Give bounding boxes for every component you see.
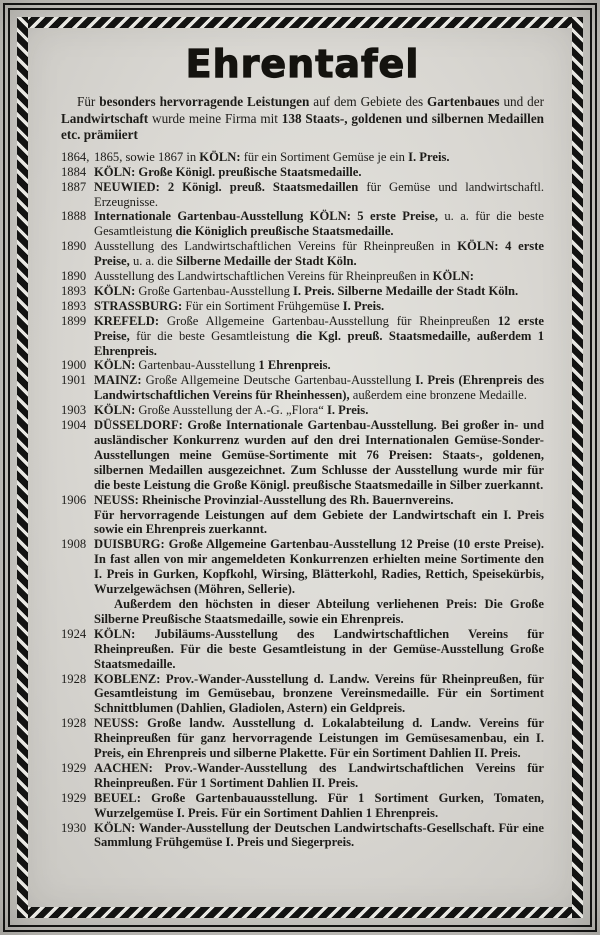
text-segment: Gartenbau-Ausstellung — [135, 358, 259, 373]
award-year: 1928 — [61, 716, 87, 731]
text-segment: Gartenbaues — [427, 94, 500, 109]
award-text — [61, 180, 544, 210]
text-segment: Ausstellung des Landwirtschaftlichen Vereins für Rheinpreußen in — [94, 239, 458, 254]
chain-border-right — [572, 17, 583, 918]
text-segment: KÖLN: — [94, 403, 136, 418]
text-segment: 138 Staats-, goldenen und silbernen Medaillen etc. prämiiert — [61, 110, 544, 143]
text-segment: KÖLN: — [199, 149, 241, 164]
award-entry — [61, 299, 544, 314]
text-segment: AACHEN: Prov.-Wander-Ausstellung des Landwirtschaftlichen Vereins für Rheinpreußen. Für 1 Sortiment Dahlien II. Preis. — [94, 760, 544, 790]
award-text — [61, 209, 544, 239]
award-entry — [61, 269, 544, 284]
award-text — [61, 418, 544, 493]
text-segment: BEUEL: Große Gartenbauausstellung. Für 1 Sortiment Gurken, Tomaten, Wurzelgemüse I. Preis. Für ein Sortiment Dahlien 1 Ehrenpreis. — [94, 790, 544, 820]
award-entry — [61, 716, 544, 761]
award-entry — [61, 493, 544, 538]
text-segment: KÖLN: Jubiläums-Ausstellung des Landwirtschaftlichen Vereins für Rheinpreußen. Für die beste Gesamtleistung in der Gemüse-Ausstellung Große Staatsmedaille. — [94, 626, 544, 671]
text-segment: KÖLN: Große Königl. preußische Staatsmedaille. — [94, 164, 362, 179]
award-year: 1930 — [61, 820, 87, 835]
award-text — [61, 358, 544, 373]
award-entry — [61, 373, 544, 403]
award-year: 1904 — [61, 418, 87, 433]
award-text — [61, 239, 544, 269]
award-text — [61, 537, 544, 597]
text-segment: KÖLN: — [94, 358, 136, 373]
text-segment: 12 erste Preise, — [94, 313, 544, 343]
award-entry — [61, 418, 544, 493]
award-entry — [61, 209, 544, 239]
award-entry — [61, 627, 544, 672]
award-year: 1864, — [61, 149, 90, 164]
chain-border-top — [17, 17, 583, 28]
award-year: 1890 — [61, 269, 87, 284]
chain-border-left — [17, 17, 28, 918]
award-text — [61, 314, 544, 359]
award-entry — [61, 358, 544, 373]
text-segment: für Gemüse und landwirtschaftl. Erzeugnisse. — [94, 179, 544, 209]
award-entry — [61, 403, 544, 418]
text-segment: besonders hervorragende Leistungen — [99, 94, 310, 109]
text-segment: u. a. die — [129, 254, 176, 269]
text-segment: für ein Sortiment Gemüse je ein — [240, 149, 409, 164]
award-year: 1929 — [61, 760, 87, 775]
text-segment: Große Ausstellung der A.-G. „Flora“ — [135, 403, 327, 418]
text-segment: NEUSS: Rheinische Provinzial-Ausstellung des Rh. Bauernvereins. — [94, 492, 454, 507]
page-title: Ehrentafel — [185, 42, 420, 86]
award-text — [61, 299, 544, 314]
award-entry — [61, 165, 544, 180]
award-text — [61, 761, 544, 791]
text-segment: DÜSSELDORF: Große Internationale Gartenbau-Ausstellung. Bei großer in- und ausländischer Konkurrenz wurden auf den drei Internationalen Gemüse-Sonder-Ausstellungen meine Gemüse-Sortimente mit 76 Preisen: Staats-, goldenen, silbernen Medaillen ausgezeichnet. Zum Schlusse der Ausstellung wurde mir für die beste Leistung die Große Königl. preußische Staatsmedaille in Silber zuerkannt. — [94, 418, 544, 492]
award-text — [61, 627, 544, 672]
award-year: 1928 — [61, 671, 87, 686]
text-segment: NEUSS: Große landw. Ausstellung d. Lokalabteilung d. Landw. Vereins für Rheinpreußen für ganz hervorragende Leistungen im Gemüsesamenbau, ein I. Preis, ein Ehrenpreis und silberne Plakette. Für ein Sortiment Dahlien II. Preis. — [94, 716, 544, 761]
text-segment: KOBLENZ: Prov.-Wander-Ausstellung d. Landw. Vereins für Rheinpreußen, für Gesamtleistung im Gemüsebau, bronzene Vereinsmedaille. Für ein Sortiment Schnittblumen (Dahlien, Gladiolen, Astern) ein Geldpreis. — [94, 671, 544, 716]
award-year: 1887 — [61, 179, 87, 194]
award-year: 1906 — [61, 492, 87, 507]
award-year: 1893 — [61, 283, 87, 298]
award-year: 1893 — [61, 298, 87, 313]
text-segment: KÖLN: 4 erste Preise, — [94, 239, 544, 269]
text-segment: Ausstellung des Landwirtschaftlichen Vereins für Rheinpreußen in — [94, 269, 433, 284]
text-segment: I. Preis. Silberne Medaille der Stadt Köln. — [293, 283, 519, 298]
awards-list — [61, 150, 544, 851]
award-year: 1929 — [61, 790, 87, 805]
text-segment: 1865, sowie 1867 in — [94, 149, 200, 164]
award-entry — [61, 537, 544, 626]
award-text — [61, 493, 544, 508]
text-segment: KÖLN: Wander-Ausstellung der Deutschen Landwirtschafts-Gesellschaft. Für eine Sammlung Frühgemüse I. Preis und Siegerpreis. — [94, 820, 544, 850]
award-text — [61, 150, 544, 165]
award-text — [61, 284, 544, 299]
award-year: 1903 — [61, 403, 87, 418]
text-segment: KÖLN: — [94, 283, 136, 298]
award-text — [61, 403, 544, 418]
award-year: 1901 — [61, 373, 87, 388]
award-text — [94, 508, 544, 538]
intro-paragraph — [61, 94, 544, 144]
award-year: 1924 — [61, 626, 87, 641]
award-text — [61, 165, 544, 180]
text-segment: Internationale Gartenbau-Ausstellung KÖLN: 5 erste Preise, — [94, 209, 438, 224]
text-segment: u. a. für die beste Gesamtleistung — [94, 209, 544, 239]
text-segment: 1 Ehrenpreis. — [258, 358, 331, 373]
award-text — [94, 597, 544, 627]
text-segment: wurde meine Firma mit — [148, 110, 282, 126]
chain-border-bottom — [17, 907, 583, 918]
text-segment: Für — [77, 94, 100, 109]
text-segment: außerdem eine bronzene Medaille. — [349, 388, 527, 403]
text-segment: NEUWIED: 2 Königl. preuß. Staatsmedaillen — [94, 179, 359, 194]
award-text — [61, 821, 544, 851]
award-text — [61, 716, 544, 761]
award-text — [61, 672, 544, 717]
text-segment: STRASSBURG: — [94, 298, 183, 313]
text-segment: Große Allgemeine Deutsche Gartenbau-Ausstellung — [141, 373, 416, 388]
award-entry — [61, 821, 544, 851]
text-segment: für die beste Gesamtleistung — [129, 328, 296, 343]
award-entry — [61, 284, 544, 299]
text-segment: Für ein Sortiment Frühgemüse — [182, 298, 343, 313]
award-text — [61, 791, 544, 821]
award-entry — [61, 150, 544, 165]
text-segment: Große Gartenbau-Ausstellung — [135, 283, 294, 298]
text-segment: Silberne Medaille der Stadt Köln. — [175, 254, 357, 269]
text-segment: auf dem Gebiete des — [309, 94, 428, 109]
award-year: 1884 — [61, 164, 87, 179]
text-segment: I. Preis. — [408, 149, 450, 164]
award-year: 1890 — [61, 239, 87, 254]
text-segment: Für hervorragende Leistungen auf dem Gebiete der Landwirtschaft ein I. Preis sowie ein Ehrenpreis zuerkannt. — [94, 507, 544, 537]
document-content — [61, 40, 544, 903]
text-segment: Große Allgemeine Gartenbau-Ausstellung für Rheinpreußen — [159, 313, 498, 328]
text-segment: DUISBURG: Große Allgemeine Gartenbau-Ausstellung 12 Preise (10 erste Preise). In fast allen von mir angemeldeten Konkurrenzen erhielten meine Sortimente den I. Preis in Gurken, Kopfkohl, Wirsing, Blätterkohl, Radies, Rettich, Speisekürbis, Wurzelgewächsen (Möhren, Sellerie). — [94, 537, 544, 597]
text-segment: KÖLN: — [432, 269, 474, 284]
text-segment: I. Preis (Ehrenpreis des Landwirtschaftlichen Vereins für Rheinhessen), — [94, 373, 544, 403]
text-segment: Außerdem den höchsten in dieser Abteilung verliehenen Preis: Die Große Silberne Preußische Staatsmedaille, sowie ein Ehrenpreis. — [94, 596, 544, 626]
award-entry — [61, 180, 544, 210]
text-segment: die Königlich preußische Staatsmedaille. — [175, 224, 394, 239]
text-segment: die Kgl. preuß. Staatsmedaille, außerdem 1 Ehrenpreis. — [94, 328, 544, 358]
award-year: 1900 — [61, 358, 87, 373]
award-entry — [61, 672, 544, 717]
award-year: 1888 — [61, 209, 87, 224]
text-segment: MAINZ: — [94, 373, 142, 388]
award-text — [61, 373, 544, 403]
text-segment: I. Preis. — [326, 403, 369, 418]
award-text — [61, 269, 544, 284]
award-entry — [61, 239, 544, 269]
award-entry — [61, 314, 544, 359]
text-segment: KREFELD: — [94, 313, 160, 328]
text-segment: und der — [499, 94, 544, 109]
award-year: 1899 — [61, 313, 87, 328]
award-entry — [61, 791, 544, 821]
text-segment: I. Preis. — [342, 298, 385, 313]
text-segment: Landwirtschaft — [61, 110, 149, 126]
award-year: 1908 — [61, 537, 87, 552]
award-entry — [61, 761, 544, 791]
